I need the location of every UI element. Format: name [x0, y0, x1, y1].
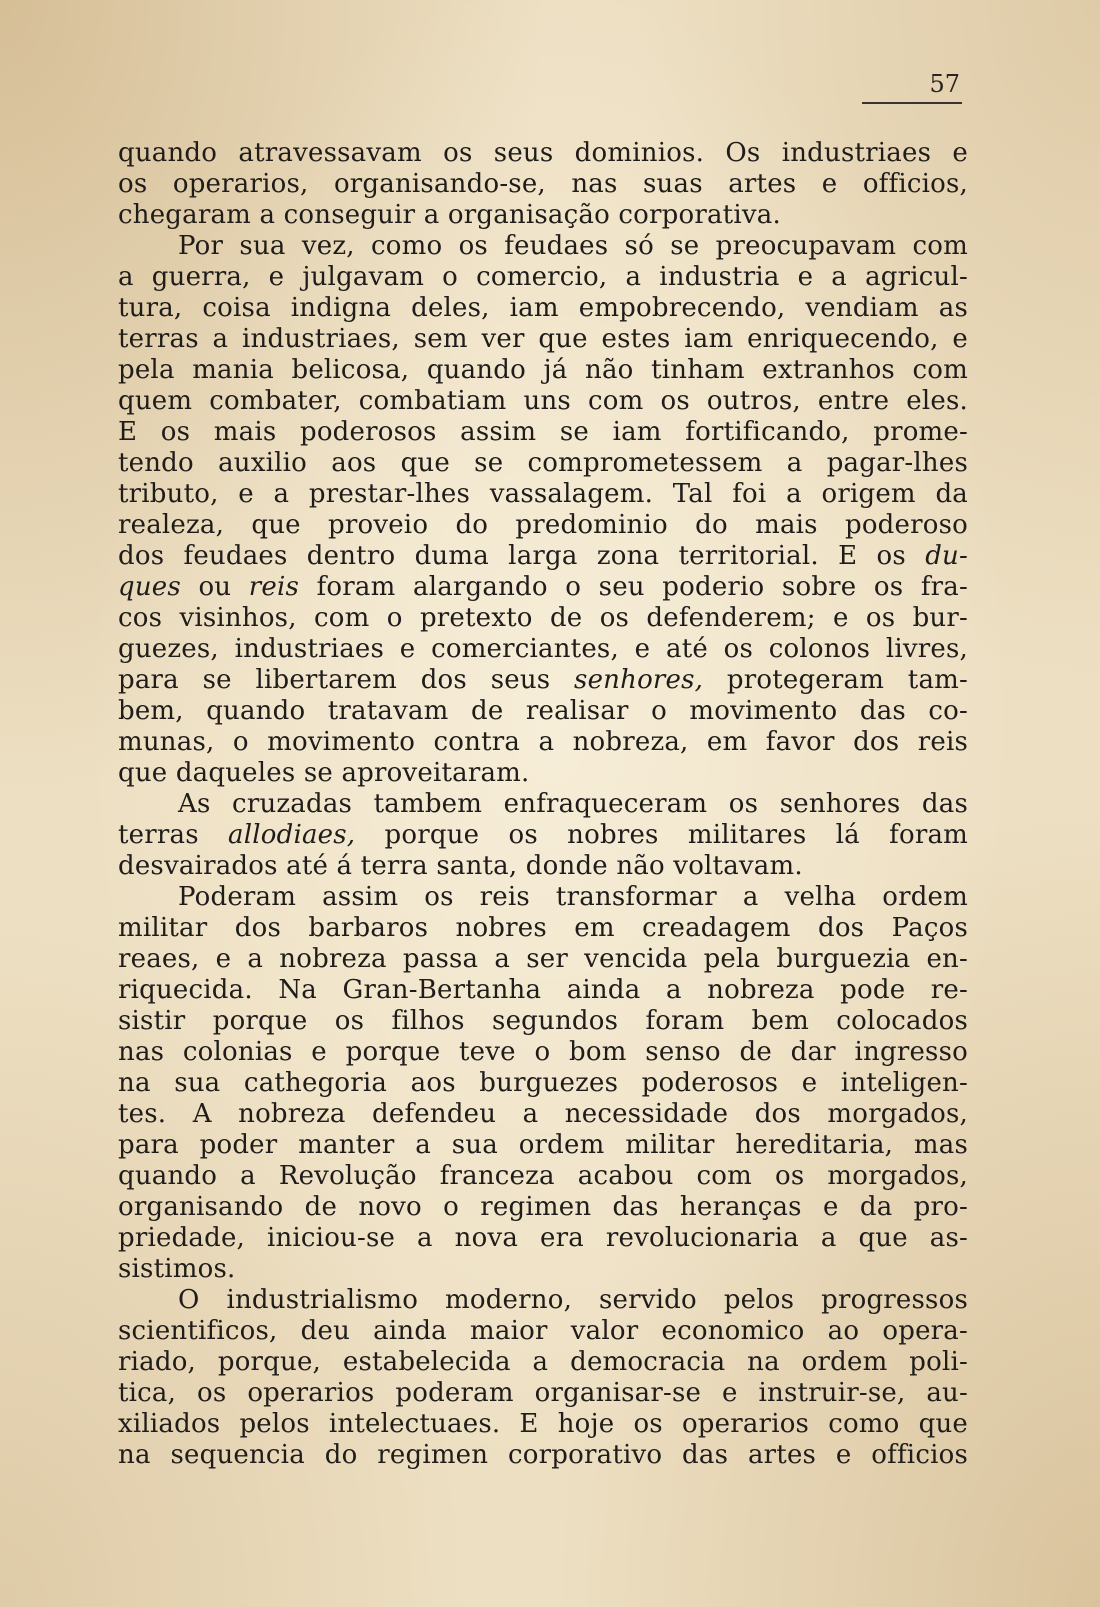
text-line: na sequencia do regimen corporativo das artes e officios: [118, 1440, 968, 1470]
text-line: os operarios, organisando-se, nas suas artes e officios,: [118, 169, 968, 199]
text-run: para se libertarem dos seus: [118, 665, 575, 695]
text-line: xiliados pelos intelectuaes. E hoje os operarios como que: [118, 1409, 968, 1439]
italic-word: reis: [248, 572, 300, 602]
text-line: riado, porque, estabelecida a democracia na ordem poli-: [118, 1347, 968, 1377]
text-run: foram alargando o seu poderio sobre os fra-: [299, 572, 968, 602]
italic-word: senhores,: [574, 665, 704, 695]
text-run: protegeram tam-: [703, 665, 968, 695]
text-run: dos feudaes dentro duma larga zona territorial. E os: [118, 541, 926, 571]
text-line: O industrialismo moderno, servido pelos progressos: [178, 1285, 968, 1315]
text-line: tes. A nobreza defendeu a necessidade dos morgados,: [118, 1099, 968, 1129]
text-line: [118, 820, 968, 851]
text-line: Poderam assim os reis transformar a velha ordem: [178, 882, 968, 912]
text-line: pela mania belicosa, quando já não tinham extranhos com: [118, 355, 968, 385]
text-line: munas, o movimento contra a nobreza, em favor dos reis: [118, 727, 968, 757]
text-line: quem combater, combatiam uns com os outros, entre eles.: [118, 386, 968, 416]
italic-word: ques: [118, 572, 181, 602]
text-line: scientificos, deu ainda maior valor economico ao opera-: [118, 1316, 968, 1346]
text-line: para poder manter a sua ordem militar hereditaria, mas: [118, 1130, 968, 1160]
text-line: sistimos.: [118, 1254, 236, 1284]
text-run: ou: [180, 572, 249, 602]
text-line: As cruzadas tambem enfraqueceram os senhores das: [178, 789, 968, 819]
text-line: desvairados até á terra santa, donde não voltavam.: [118, 851, 803, 881]
text-line: realeza, que proveio do predominio do mais poderoso: [118, 510, 968, 540]
text-line: quando a Revolução franceza acabou com os morgados,: [118, 1161, 968, 1191]
text-line: quando atravessavam os seus dominios. Os industriaes e: [118, 138, 968, 168]
text-line: nas colonias e porque teve o bom senso de dar ingresso: [118, 1037, 968, 1067]
text-line: que daqueles se aproveitaram.: [118, 758, 530, 788]
text-line: terras a industriaes, sem ver que estes iam enriquecendo, e: [118, 324, 968, 354]
text-line: sistir porque os filhos segundos foram bem colocados: [118, 1006, 968, 1036]
body-text: [118, 138, 968, 1471]
text-line: tributo, e a prestar-lhes vassalagem. Tal foi a origem da: [118, 479, 968, 509]
text-line: E os mais poderosos assim se iam fortificando, prome-: [118, 417, 968, 447]
text-line: riquecida. Na Gran-Bertanha ainda a nobreza pode re-: [118, 975, 968, 1005]
italic-word: du-: [925, 541, 968, 571]
text-line: chegaram a conseguir a organisação corporativa.: [118, 200, 781, 230]
page-number: 57: [929, 70, 960, 98]
text-line: guezes, industriaes e comerciantes, e até os colonos livres,: [118, 634, 968, 664]
text-line: tica, os operarios poderam organisar-se e instruir-se, au-: [118, 1378, 968, 1408]
text-line: tura, coisa indigna deles, iam empobrecendo, vendiam as: [118, 293, 968, 323]
text-line: [118, 541, 968, 572]
text-line: militar dos barbaros nobres em creadagem dos Paços: [118, 913, 968, 943]
text-line: na sua cathegoria aos burguezes poderosos e inteligen-: [118, 1068, 968, 1098]
text-line: cos visinhos, com o pretexto de os defenderem; e os bur-: [118, 603, 968, 633]
text-line: bem, quando tratavam de realisar o movimento das co-: [118, 696, 968, 726]
header-rule: [862, 102, 962, 104]
text-line: [118, 572, 968, 603]
text-line: [118, 665, 968, 696]
text-line: organisando de novo o regimen das heranças e da pro-: [118, 1192, 968, 1222]
text-run: porque os nobres militares lá foram: [355, 820, 968, 850]
text-line: reaes, e a nobreza passa a ser vencida pela burguezia en-: [118, 944, 968, 974]
text-run: terras: [118, 820, 229, 850]
text-line: a guerra, e julgavam o comercio, a industria e a agricul-: [118, 262, 968, 292]
text-line: priedade, iniciou-se a nova era revolucionaria a que as-: [118, 1223, 968, 1253]
text-line: Por sua vez, como os feudaes só se preocupavam com: [178, 231, 968, 261]
text-line: tendo auxilio aos que se comprometessem a pagar-lhes: [118, 448, 968, 478]
italic-word: allodiaes,: [228, 820, 356, 850]
